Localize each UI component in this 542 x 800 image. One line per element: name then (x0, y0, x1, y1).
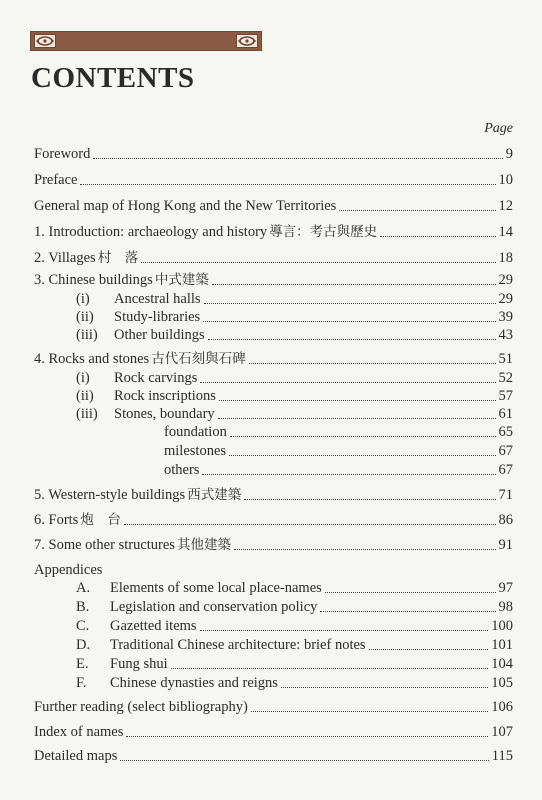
toc-entry-stones-boundary[interactable] (76, 404, 513, 424)
toc-entry-chinese: 西式建築 (187, 487, 242, 503)
toc-entry-label (34, 722, 123, 742)
toc-entry-page-number: 101 (491, 637, 513, 653)
toc-entry-label (76, 578, 322, 598)
toc-entry-general-map[interactable] (34, 196, 513, 216)
toc-entry-chinese: 炮 台 (80, 512, 121, 528)
dot-leader (171, 668, 489, 669)
toc-entry-number: B. (76, 599, 90, 615)
toc-entry-chinese: 中式建築 (154, 272, 209, 288)
toc-entry-intro[interactable] (34, 222, 513, 242)
toc-entry-other-buildings[interactable] (76, 325, 513, 345)
toc-entry-rock-inscriptions[interactable] (76, 386, 513, 406)
toc-entry-text: others (164, 462, 200, 478)
toc-entry-app-a[interactable] (76, 578, 513, 598)
toc-entry-foreword[interactable] (34, 144, 513, 164)
toc-entry-label (76, 325, 205, 345)
dot-leader (204, 303, 496, 304)
dot-leader (234, 549, 496, 550)
toc-entry-text: Elements of some local place-names (110, 580, 322, 596)
toc-entry-label (34, 485, 241, 505)
toc-entry-app-c[interactable] (76, 616, 513, 636)
toc-entry-number: D. (76, 637, 91, 653)
toc-entry-label (76, 386, 216, 406)
toc-entry-label (76, 616, 197, 636)
dot-leader (93, 158, 502, 159)
toc-entry-page-number: 29 (498, 291, 513, 307)
toc-entry-label (34, 196, 336, 216)
dot-leader (369, 649, 489, 650)
toc-entry-milestones[interactable] (164, 441, 513, 461)
toc-entry-label (76, 597, 317, 617)
toc-entry-text: Ancestral halls (114, 291, 201, 307)
toc-entry-text: Legislation and conservation policy (110, 599, 318, 615)
dot-leader (244, 499, 495, 500)
toc-entry-page-number: 100 (491, 618, 513, 634)
toc-entry-app-f[interactable] (76, 673, 513, 693)
toc-entry-chinese-buildings[interactable] (34, 270, 513, 290)
toc-entry-text: Detailed maps (34, 748, 118, 764)
toc-entry-page-number: 115 (491, 748, 513, 764)
toc-entry-text: Further reading (select bibliography) (34, 699, 248, 715)
dot-leader (202, 474, 495, 475)
toc-entry-further-reading[interactable] (34, 697, 513, 717)
toc-entry-number: E. (76, 656, 89, 672)
toc-entry-page-number: 12 (498, 198, 513, 214)
toc-entry-study-libraries[interactable] (76, 307, 513, 327)
toc-entry-number: A. (76, 580, 91, 596)
toc-entry-page-number: 52 (498, 370, 513, 386)
dot-leader (208, 339, 496, 340)
dot-leader (80, 184, 495, 185)
toc-entry-index-names[interactable] (34, 722, 513, 742)
toc-entry-app-d[interactable] (76, 635, 513, 655)
dot-leader (120, 760, 488, 761)
toc-entry-label (34, 510, 121, 530)
toc-entry-text: General map of Hong Kong and the New Territories (34, 198, 337, 214)
toc-entry-text: milestones (164, 443, 227, 459)
toc-entry-label (34, 349, 246, 369)
toc-entry-text: 5. Western-style buildings (34, 487, 186, 503)
toc-entry-page-number: 67 (498, 462, 513, 478)
toc-entry-label (76, 289, 201, 309)
dot-leader (212, 284, 496, 285)
toc-entry-number: (ii) (76, 388, 94, 404)
toc-entry-text: 7. Some other structures (34, 537, 175, 553)
toc-entry-number: (iii) (76, 327, 98, 343)
toc-entry-text: Index of names (34, 724, 124, 740)
dot-leader (230, 436, 496, 437)
page-column-heading: Page (484, 121, 513, 136)
dot-leader (200, 630, 489, 631)
toc-entry-page-number: 61 (498, 406, 513, 422)
toc-entry-chinese: 導言：考古與歷史 (269, 224, 378, 240)
dot-leader (281, 687, 488, 688)
toc-entry-number: F. (76, 675, 87, 691)
toc-entry-label (34, 144, 90, 164)
ornament-icon (34, 34, 56, 48)
toc-entry-label (34, 535, 231, 555)
toc-entry-number: (ii) (76, 309, 94, 325)
toc-entry-label (76, 368, 197, 388)
page-title: CONTENTS (31, 62, 195, 94)
dot-leader (124, 524, 496, 525)
toc-entry-page-number: 51 (498, 351, 513, 367)
ornament-icon (236, 34, 258, 48)
dot-leader (203, 321, 495, 322)
dot-leader (339, 210, 495, 211)
toc-entry-page-number: 106 (491, 699, 513, 715)
toc-entry-ancestral-halls[interactable] (76, 289, 513, 309)
toc-entry-text: foundation (164, 424, 227, 440)
dot-leader (218, 418, 496, 419)
toc-entry-page-number: 14 (498, 224, 513, 240)
toc-entry-number: (i) (76, 370, 90, 386)
dot-leader (380, 236, 495, 237)
toc-entry-villages[interactable] (34, 248, 513, 268)
toc-entry-foundation[interactable] (164, 422, 513, 442)
toc-entry-text: Rock inscriptions (114, 388, 216, 404)
toc-entry-label (34, 746, 117, 766)
toc-entry-text: 3. Chinese buildings (34, 272, 153, 288)
toc-entry-text: Stones, boundary (114, 406, 215, 422)
toc-entry-number: (iii) (76, 406, 98, 422)
toc-entry-page-number: 86 (498, 512, 513, 528)
toc-entry-page-number: 107 (491, 724, 513, 740)
toc-entry-detailed-maps[interactable] (34, 746, 513, 766)
toc-entry-text: Rock carvings (114, 370, 198, 386)
toc-entry-page-number: 71 (498, 487, 513, 503)
toc-entry-text: 1. Introduction: archaeology and history (34, 224, 268, 240)
dot-leader (141, 262, 495, 263)
decorative-banner (30, 31, 262, 51)
toc-entry-label (34, 170, 77, 190)
toc-entry-page-number: 104 (491, 656, 513, 672)
toc-entry-page-number: 43 (498, 327, 513, 343)
toc-entry-page-number: 65 (498, 424, 513, 440)
toc-entry-chinese: 古代石刻與石碑 (151, 351, 246, 367)
toc-entry-text: 6. Forts (34, 512, 79, 528)
appendices-heading: Appendices (34, 562, 103, 578)
toc-entry-label (34, 270, 209, 290)
dot-leader (249, 363, 496, 364)
dot-leader (126, 736, 488, 737)
dot-leader (251, 711, 488, 712)
toc-entry-page-number: 9 (505, 146, 513, 162)
toc-entry-page-number: 10 (498, 172, 513, 188)
dot-leader (229, 455, 495, 456)
toc-entry-page-number: 97 (498, 580, 513, 596)
toc-entry-preface[interactable] (34, 170, 513, 190)
toc-entry-chinese: 村 落 (97, 250, 139, 266)
toc-entry-text: Gazetted items (110, 618, 197, 634)
toc-entry-number: C. (76, 618, 90, 634)
toc-entry-label (76, 307, 200, 327)
toc-entry-app-e[interactable] (76, 654, 513, 674)
toc-entry-text: Preface (34, 172, 78, 188)
toc-entry-text: Fung shui (110, 656, 168, 672)
toc-entry-label (164, 422, 227, 442)
toc-entry-page-number: 67 (498, 443, 513, 459)
dot-leader (200, 382, 495, 383)
toc-entry-page-number: 105 (491, 675, 513, 691)
toc-entry-text: Foreword (34, 146, 91, 162)
toc-entry-page-number: 57 (498, 388, 513, 404)
toc-entry-text: 2. Villages (34, 250, 96, 266)
toc-entry-text: 4. Rocks and stones (34, 351, 150, 367)
dot-leader (320, 611, 495, 612)
toc-entry-app-b[interactable] (76, 597, 513, 617)
toc-entry-number: (i) (76, 291, 90, 307)
toc-entry-label (76, 404, 215, 424)
toc-entry-text: Chinese dynasties and reigns (110, 675, 278, 691)
toc-entry-rock-carvings[interactable] (76, 368, 513, 388)
toc-entry-label (34, 248, 138, 268)
toc-entry-label (164, 441, 226, 461)
toc-entry-others[interactable] (164, 460, 513, 480)
toc-entry-label (34, 697, 248, 717)
toc-entry-text: Other buildings (114, 327, 205, 343)
toc-entry-page-number: 39 (498, 309, 513, 325)
toc-entry-western-buildings[interactable] (34, 485, 513, 505)
toc-entry-label (34, 222, 377, 242)
toc-entry-rocks-stones[interactable] (34, 349, 513, 369)
toc-entry-page-number: 91 (498, 537, 513, 553)
toc-entry-text: Study-libraries (114, 309, 201, 325)
toc-entry-label (76, 654, 168, 674)
toc-entry-label (76, 635, 366, 655)
toc-entry-page-number: 18 (498, 250, 513, 266)
toc-entry-text: Traditional Chinese architecture: brief notes (110, 637, 366, 653)
toc-entry-chinese: 其他建築 (176, 537, 231, 553)
dot-leader (325, 592, 496, 593)
toc-entry-page-number: 29 (498, 272, 513, 288)
toc-entry-forts[interactable] (34, 510, 513, 530)
dot-leader (219, 400, 496, 401)
toc-entry-label (164, 460, 199, 480)
toc-entry-page-number: 98 (498, 599, 513, 615)
toc-entry-label (76, 673, 278, 693)
toc-entry-other-structures[interactable] (34, 535, 513, 555)
